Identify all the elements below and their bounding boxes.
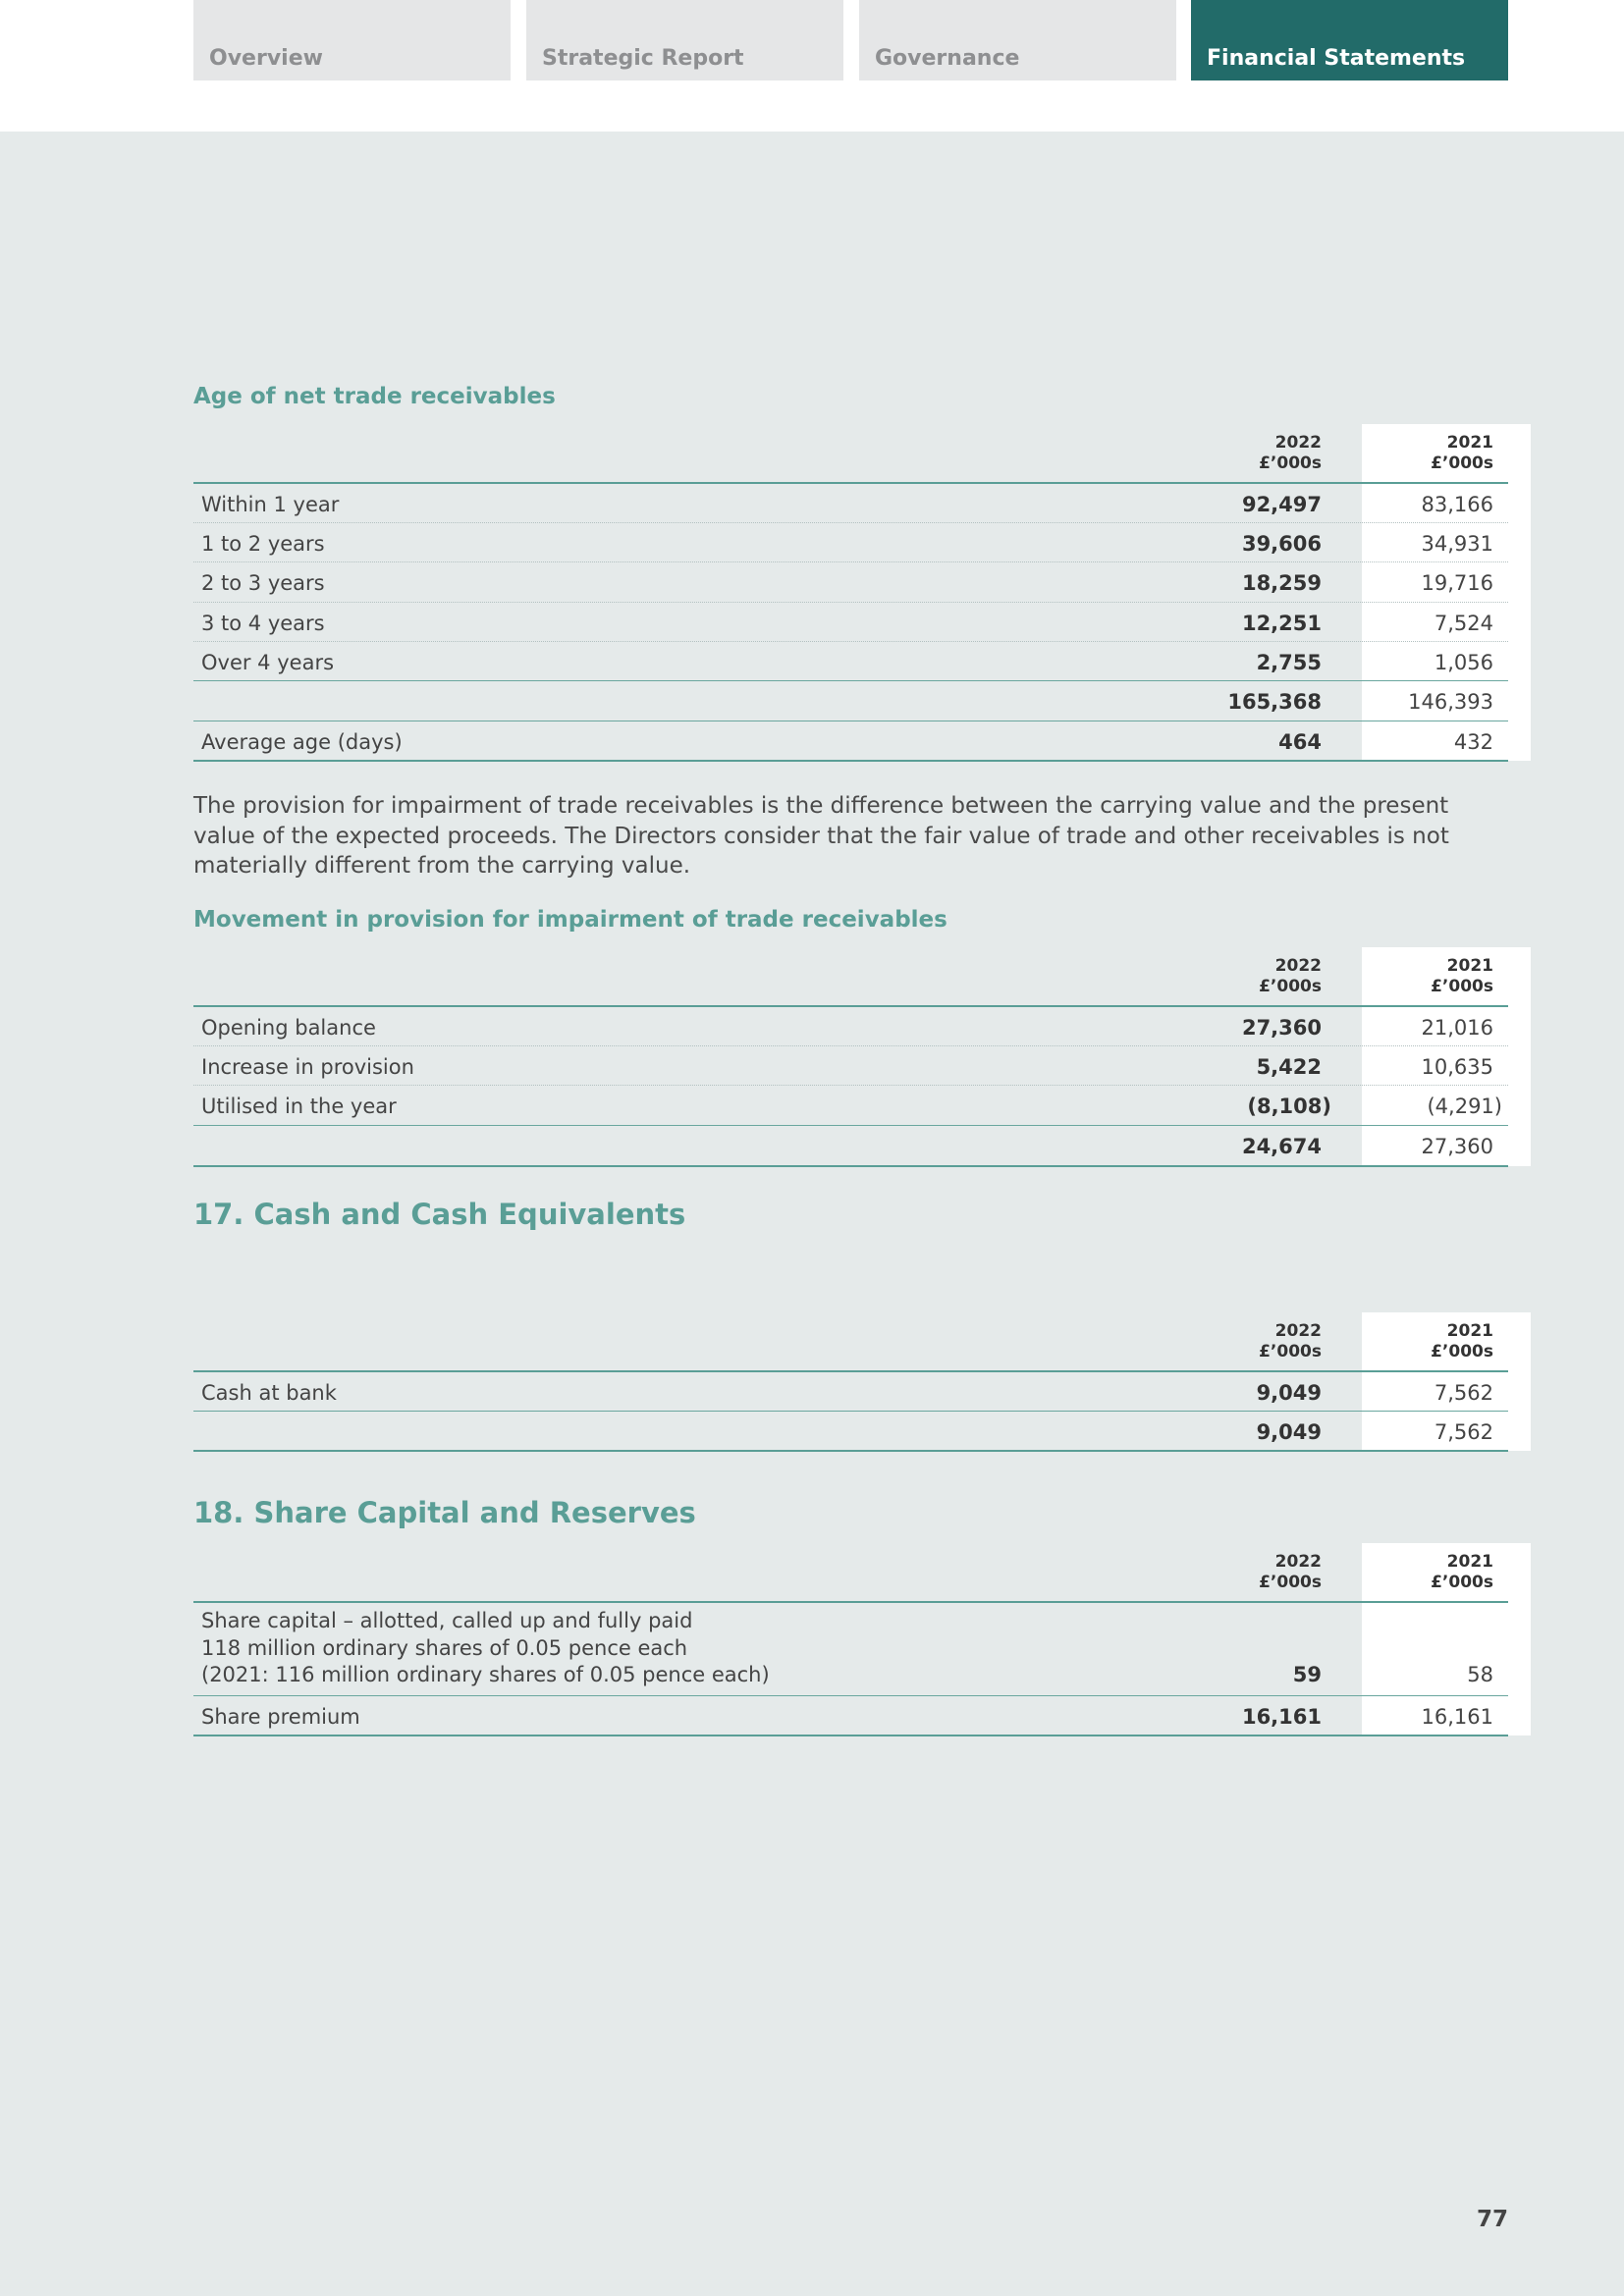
column-header-2021: 2021 £’000s — [1431, 956, 1493, 996]
row-divider — [193, 561, 1508, 562]
tab-governance[interactable] — [859, 0, 1176, 80]
header-rule — [193, 482, 1508, 484]
tab-label: Overview — [209, 46, 323, 71]
column-header-2022: 2022 £’000s — [1259, 433, 1322, 473]
top-navigation-bar — [0, 0, 1624, 132]
row-divider — [193, 1085, 1508, 1086]
header-rule — [193, 1601, 1508, 1603]
page-number: 77 — [1476, 2207, 1508, 2232]
provision-movement-title: Movement in provision for impairment of trade receivables — [193, 907, 947, 933]
column-header-2022: 2022 £’000s — [1259, 1321, 1322, 1362]
cash-section-title: 17. Cash and Cash Equivalents — [193, 1198, 686, 1231]
subtotal-rule — [193, 680, 1508, 681]
subtotal-rule — [193, 1125, 1508, 1126]
column-header-2021: 2021 £’000s — [1431, 433, 1493, 473]
tab-overview[interactable] — [193, 0, 511, 80]
share-capital-description: Share capital – allotted, called up and fully paid 118 million ordinary shares of 0.05 pence each (2021: 116 million ordinary shares of 0.05 pence each) — [201, 1609, 770, 1686]
column-header-2022: 2022 £’000s — [1259, 956, 1322, 996]
subtotal-rule — [193, 1411, 1508, 1412]
table-bottom-rule — [193, 760, 1508, 762]
receivables-age-title: Age of net trade receivables — [193, 384, 556, 409]
column-header-2021: 2021 £’000s — [1431, 1552, 1493, 1592]
column-header-2021: 2021 £’000s — [1431, 1321, 1493, 1362]
column-header-2022: 2022 £’000s — [1259, 1552, 1322, 1592]
tab-label: Strategic Report — [542, 46, 744, 71]
row-divider — [193, 1695, 1508, 1696]
table-bottom-rule — [193, 1165, 1508, 1167]
header-rule — [193, 1370, 1508, 1372]
row-divider — [193, 522, 1508, 523]
tab-label: Financial Statements — [1207, 46, 1466, 71]
tab-strategic-report[interactable] — [526, 0, 843, 80]
tab-label: Governance — [875, 46, 1020, 71]
impairment-explanation: The provision for impairment of trade receivables is the difference between the carrying value and the present value of the expected proceeds. The Directors consider that the fair value of trade and other receivables is not materially different from the carrying value. — [193, 793, 1449, 879]
row-divider — [193, 1045, 1508, 1046]
header-rule — [193, 1005, 1508, 1007]
row-divider — [193, 602, 1508, 603]
share-capital-section-title: 18. Share Capital and Reserves — [193, 1496, 696, 1529]
tab-financial-statements[interactable] — [1191, 0, 1508, 80]
table-bottom-rule — [193, 1735, 1508, 1736]
share-capital-row: Share capital – allotted, called up and fully paid 118 million ordinary shares of 0.05 pence each (2021: 116 million ordinary shares of 0.05 pence each) 59 58 — [193, 1608, 1508, 1696]
table-bottom-rule — [193, 1450, 1508, 1452]
row-divider — [193, 641, 1508, 642]
